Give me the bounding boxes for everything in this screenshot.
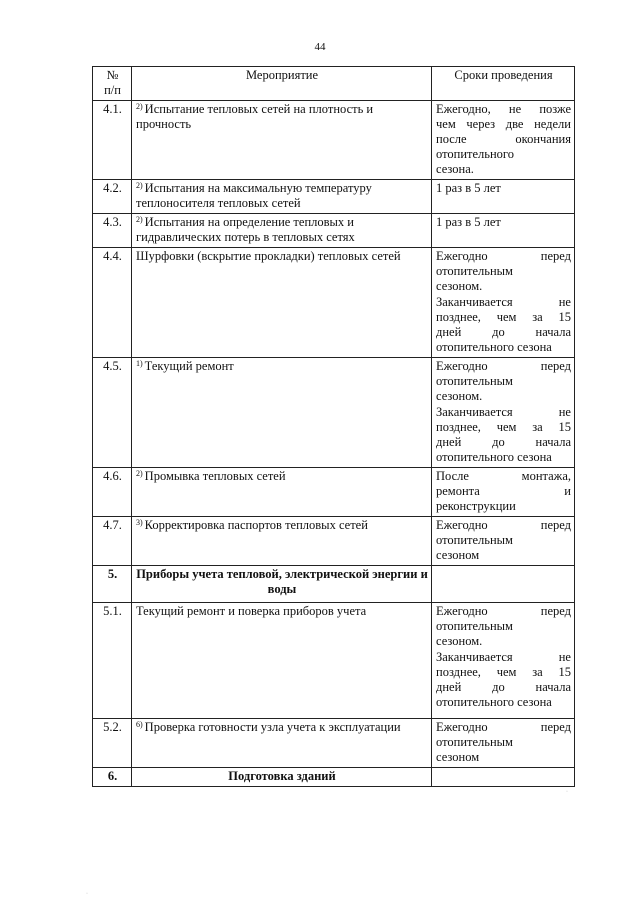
deadline-line: 1 раз в 5 лет bbox=[436, 181, 501, 195]
deadline-line: 1 раз в 5 лет bbox=[436, 215, 501, 229]
table-row bbox=[93, 468, 575, 517]
activity-text: Промывка тепловых сетей bbox=[144, 469, 286, 483]
section-row bbox=[93, 768, 575, 787]
activity-cell bbox=[132, 248, 432, 358]
activity-text: Испытания на определение тепловых и гидравлических потерь в тепловых сетях bbox=[136, 215, 355, 244]
deadline-line: сезона. bbox=[436, 162, 474, 176]
deadline-line: сезоном. bbox=[436, 389, 483, 403]
activity-cell bbox=[132, 468, 432, 517]
row-number: 4.4. bbox=[93, 248, 132, 358]
deadline-line: ремонта и bbox=[436, 484, 571, 498]
row-number: 4.3. bbox=[93, 214, 132, 248]
row-number: 4.1. bbox=[93, 101, 132, 180]
footnote-marker: 2) bbox=[136, 469, 143, 478]
deadline-line: Ежегодно, не позже bbox=[436, 102, 571, 116]
section-title: Подготовка зданий bbox=[132, 768, 432, 787]
activity-cell bbox=[132, 603, 432, 719]
activity-text: Корректировка паспортов тепловых сетей bbox=[144, 518, 368, 532]
deadline-cell bbox=[432, 517, 575, 566]
deadline-line: отопительного сезона bbox=[436, 340, 552, 354]
deadline-line: дней до начала bbox=[436, 325, 571, 339]
table-row bbox=[93, 719, 575, 768]
activity-text: Шурфовки (вскрытие прокладки) тепловых сетей bbox=[136, 249, 401, 263]
deadline-line: позднее, чем за 15 bbox=[436, 665, 571, 679]
deadline-line: дней до начала bbox=[436, 680, 571, 694]
activity-cell bbox=[132, 517, 432, 566]
activity-text: Текущий ремонт bbox=[144, 359, 234, 373]
deadline-cell bbox=[432, 468, 575, 517]
scan-mark: · bbox=[86, 891, 88, 897]
deadline-line: Ежегодно перед bbox=[436, 359, 571, 373]
row-number: 5. bbox=[93, 566, 132, 603]
deadline-line: сезоном bbox=[436, 548, 480, 562]
deadline-cell bbox=[432, 180, 575, 214]
row-number: 4.7. bbox=[93, 517, 132, 566]
section-title: Приборы учета тепловой, электрической энергии и воды bbox=[132, 566, 432, 603]
deadline-cell bbox=[432, 768, 575, 787]
table-row bbox=[93, 101, 575, 180]
deadline-cell bbox=[432, 566, 575, 603]
header-num: № п/п bbox=[93, 67, 132, 101]
activity-text: Испытания на максимальную температуру теплоносителя тепловых сетей bbox=[136, 181, 372, 210]
row-number: 4.2. bbox=[93, 180, 132, 214]
row-number: 4.6. bbox=[93, 468, 132, 517]
deadline-line: отопительного сезона bbox=[436, 695, 552, 709]
activity-cell bbox=[132, 180, 432, 214]
activity-cell bbox=[132, 101, 432, 180]
deadline-line: сезоном bbox=[436, 750, 480, 764]
activity-cell bbox=[132, 719, 432, 768]
footnote-marker: 6) bbox=[136, 720, 143, 729]
header-activity: Мероприятие bbox=[132, 67, 432, 101]
row-number: 4.5. bbox=[93, 358, 132, 468]
activity-text: Текущий ремонт и поверка приборов учета bbox=[136, 604, 367, 618]
activity-cell bbox=[132, 358, 432, 468]
deadline-line: отопительного сезона bbox=[436, 450, 552, 464]
deadline-cell bbox=[432, 101, 575, 180]
footnote-marker: 1) bbox=[136, 359, 143, 368]
activities-table bbox=[92, 66, 575, 787]
deadline-line: Ежегодно перед bbox=[436, 249, 571, 263]
deadline-line: отопительным bbox=[436, 374, 513, 388]
deadline-line: позднее, чем за 15 bbox=[436, 310, 571, 324]
footnote-marker: 3) bbox=[136, 518, 143, 527]
deadline-line: Ежегодно перед bbox=[436, 604, 571, 618]
footnote-marker: 2) bbox=[136, 102, 143, 111]
deadline-cell bbox=[432, 248, 575, 358]
table-row bbox=[93, 358, 575, 468]
deadline-cell bbox=[432, 603, 575, 719]
deadline-line: отопительным bbox=[436, 619, 513, 633]
deadline-line: отопительным bbox=[436, 533, 513, 547]
deadline-line: дней до начала bbox=[436, 435, 571, 449]
deadline-line: чем через две недели bbox=[436, 117, 571, 131]
deadline-cell bbox=[432, 358, 575, 468]
page-number: 44 bbox=[314, 41, 326, 53]
row-number: 5.2. bbox=[93, 719, 132, 768]
deadline-line: Заканчивается не bbox=[436, 650, 571, 664]
deadline-line: позднее, чем за 15 bbox=[436, 420, 571, 434]
deadline-line: реконструкции bbox=[436, 499, 516, 513]
section-row bbox=[93, 566, 575, 603]
deadline-cell bbox=[432, 719, 575, 768]
deadline-line: после окончания bbox=[436, 132, 571, 146]
deadline-line: сезоном. bbox=[436, 634, 483, 648]
table-row bbox=[93, 603, 575, 719]
table-row bbox=[93, 214, 575, 248]
activity-text: Проверка готовности узла учета к эксплуатации bbox=[144, 720, 401, 734]
row-number: 5.1. bbox=[93, 603, 132, 719]
table-row bbox=[93, 180, 575, 214]
deadline-cell bbox=[432, 214, 575, 248]
table-row bbox=[93, 517, 575, 566]
table-row bbox=[93, 248, 575, 358]
footnote-marker: 2) bbox=[136, 215, 143, 224]
header-deadline: Сроки проведения bbox=[432, 67, 575, 101]
deadline-line: отопительным bbox=[436, 735, 513, 749]
deadline-line: отопительным bbox=[436, 264, 513, 278]
scan-mark: · bbox=[566, 789, 568, 795]
deadline-line: сезоном. bbox=[436, 279, 483, 293]
footnote-marker: 2) bbox=[136, 181, 143, 190]
activity-text: Испытание тепловых сетей на плотность и прочность bbox=[136, 102, 374, 131]
deadline-line: отопительного bbox=[436, 147, 514, 161]
deadline-line: После монтажа, bbox=[436, 469, 571, 483]
deadline-line: Ежегодно перед bbox=[436, 720, 571, 734]
activity-cell bbox=[132, 214, 432, 248]
deadline-line: Заканчивается не bbox=[436, 295, 571, 309]
deadline-line: Заканчивается не bbox=[436, 405, 571, 419]
table-header-row bbox=[93, 67, 575, 101]
deadline-line: Ежегодно перед bbox=[436, 518, 571, 532]
row-number: 6. bbox=[93, 768, 132, 787]
